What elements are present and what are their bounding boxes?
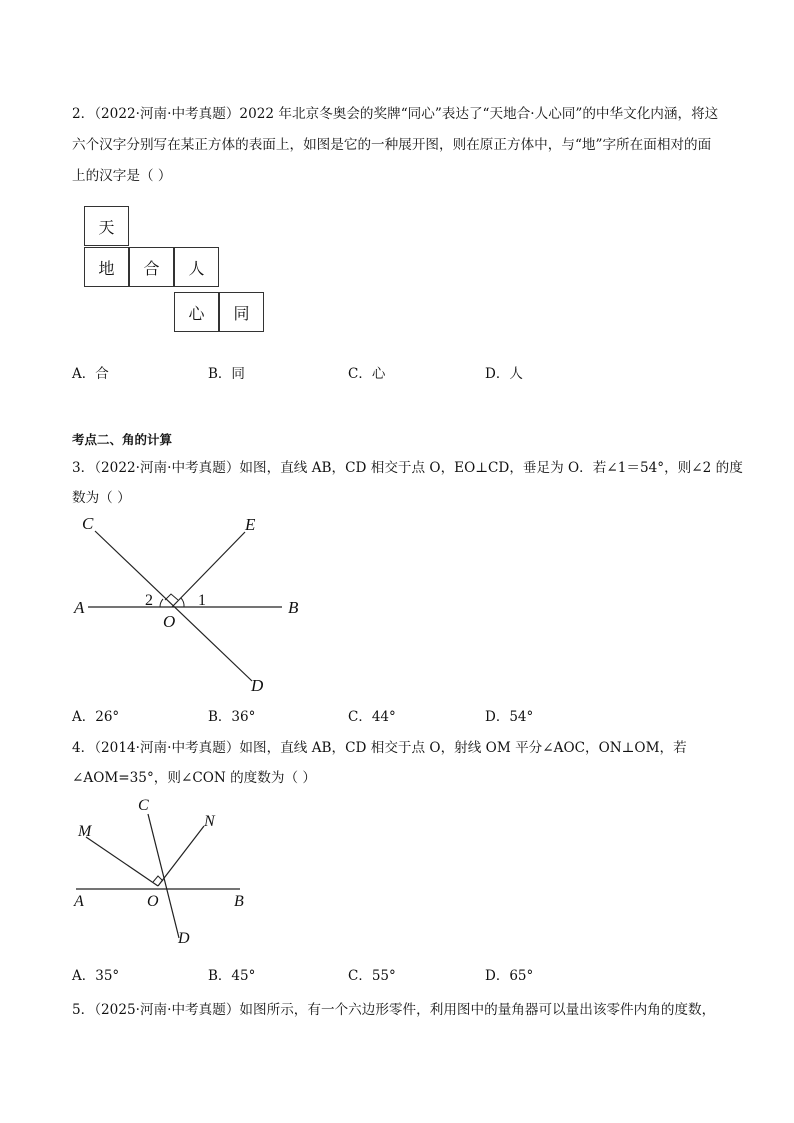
- ray-on: [158, 826, 204, 886]
- q2-text-line-1: 2．（2022·河南·中考真题）2022 年北京冬奥会的奖牌“同心”表达了“天地合·人心同”的中华文化内涵，将这: [72, 106, 719, 122]
- label-angle-1: 1: [198, 592, 206, 609]
- q2-text-line-3: 上的汉字是（ ）: [72, 168, 172, 184]
- label-b: B: [234, 893, 244, 910]
- ray-oe: [172, 532, 245, 607]
- q4-angle-figure: [0, 790, 794, 960]
- ray-om: [86, 837, 158, 886]
- label-c: C: [138, 797, 149, 814]
- q4-text-line-2: ∠AOM=35°，则∠CON 的度数为（ ）: [72, 770, 316, 786]
- q2-text-line-2: 六个汉字分别写在某正方体的表面上，如图是它的一种展开图，则在原正方体中，与“地”字所在面相对的面: [72, 137, 712, 153]
- q4-option-b[interactable]: B．45°: [208, 968, 256, 984]
- net-cell-ren: 人: [174, 247, 219, 287]
- q3-option-d[interactable]: D．54°: [485, 709, 534, 725]
- label-o: O: [163, 612, 176, 631]
- q3-angle-figure: [0, 505, 794, 735]
- q4-option-c[interactable]: C．55°: [348, 968, 396, 984]
- label-d: D: [251, 676, 264, 695]
- section-heading: 考点二、角的计算: [72, 432, 173, 447]
- label-o: O: [147, 893, 159, 910]
- angle-2-arc: [160, 599, 163, 607]
- label-a: A: [74, 598, 85, 617]
- label-c: C: [82, 514, 94, 533]
- q3-option-a[interactable]: A．26°: [72, 709, 120, 725]
- q3-option-c[interactable]: C．44°: [348, 709, 396, 725]
- q2-option-c[interactable]: C．心: [348, 366, 386, 382]
- q2-option-a[interactable]: A．合: [72, 366, 109, 382]
- label-b: B: [288, 598, 299, 617]
- q5-text-line-1: 5．（2025·河南·中考真题）如图所示，有一个六边形零件，利用图中的量角器可以量出该零件内角的度数，: [72, 1002, 716, 1018]
- net-cell-di: 地: [84, 247, 129, 287]
- label-d: D: [178, 930, 190, 947]
- net-cell-he: 合: [129, 247, 174, 287]
- net-cell-xin: 心: [174, 292, 219, 332]
- q4-text-line-1: 4．（2014·河南·中考真题）如图，直线 AB，CD 相交于点 O，射线 OM 平分∠AOC，ON⊥OM，若: [72, 740, 687, 756]
- net-cell-tong: 同: [219, 292, 264, 332]
- q4-option-d[interactable]: D．65°: [485, 968, 534, 984]
- q3-option-b[interactable]: B．36°: [208, 709, 256, 725]
- q3-text-line-1: 3．（2022·河南·中考真题）如图，直线 AB，CD 相交于点 O，EO⊥CD，垂足为 O．若∠1＝54°，则∠2 的度: [72, 460, 743, 476]
- line-cd: [148, 814, 179, 938]
- label-angle-2: 2: [145, 592, 153, 609]
- q4-option-a[interactable]: A．35°: [72, 968, 120, 984]
- q3-text-line-2: 数为（ ）: [72, 490, 131, 506]
- label-n: N: [204, 813, 215, 830]
- label-m: M: [78, 823, 92, 840]
- label-a: A: [74, 893, 84, 910]
- q2-option-b[interactable]: B．同: [208, 366, 245, 382]
- label-e: E: [245, 515, 256, 534]
- net-cell-tian: 天: [84, 206, 129, 246]
- q2-option-d[interactable]: D．人: [485, 366, 523, 382]
- angle-1-arc: [181, 598, 184, 607]
